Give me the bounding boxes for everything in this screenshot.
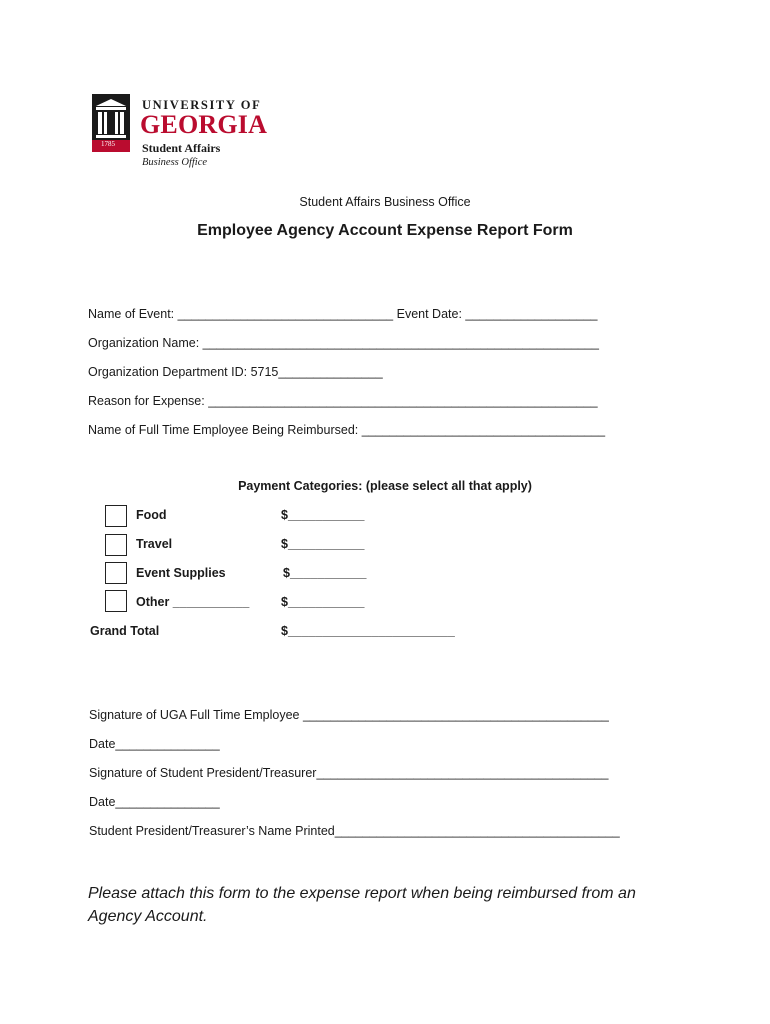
logo-student-affairs: Student Affairs [142,141,221,155]
office-name: Student Affairs Business Office [299,195,471,209]
date-student-president[interactable]: Date_______________ [89,795,220,809]
signature-student-president[interactable]: Signature of Student President/Treasurer__________________________________________ [89,766,609,780]
field-department-id[interactable]: Organization Department ID: 5715_______________ [88,365,383,379]
uga-logo [92,94,292,174]
field-reason[interactable]: Reason for Expense: ________________________________________________________ [88,394,598,408]
amount-other[interactable]: $___________ [281,595,365,609]
amount-event-supplies[interactable]: $___________ [283,566,367,580]
amount-food[interactable]: $___________ [281,508,365,522]
category-label-other: Other ___________ [136,595,250,609]
page-title: Employee Agency Account Expense Report Form [197,222,573,239]
grand-total-label: Grand Total [90,624,160,638]
logo-georgia: GEORGIA [140,110,268,139]
logo-business-office: Business Office [142,157,208,168]
signature-employee[interactable]: Signature of UGA Full Time Employee ____________________________________________ [89,708,609,722]
student-president-name-printed[interactable]: Student President/Treasurer’s Name Printed_________________________________________ [89,824,620,838]
field-employee-name[interactable]: Name of Full Time Employee Being Reimbursed: ___________________________________ [88,423,606,437]
category-label-travel: Travel [136,537,173,551]
checkbox-event-supplies[interactable] [105,562,127,584]
field-name-of-event[interactable]: Name of Event: _______________________________ Event Date: ___________________ [88,307,598,321]
checkbox-food[interactable] [105,505,127,527]
category-label-food: Food [136,508,167,522]
category-label-event-supplies: Event Supplies [136,566,226,580]
amount-travel[interactable]: $___________ [281,537,365,551]
grand-total-amount[interactable]: $________________________ [281,624,455,638]
checkbox-other[interactable] [105,590,127,612]
logo-university-of: UNIVERSITY OF [142,98,262,112]
payment-categories-heading: Payment Categories: (please select all that apply) [238,479,532,493]
logo-year: 1785 [101,140,115,148]
attachment-note: Please attach this form to the expense report when being reimbursed from an Agency Account. [88,885,636,925]
checkbox-travel[interactable] [105,534,127,556]
date-employee[interactable]: Date_______________ [89,737,220,751]
field-organization-name[interactable]: Organization Name: _________________________________________________________ [88,336,599,350]
